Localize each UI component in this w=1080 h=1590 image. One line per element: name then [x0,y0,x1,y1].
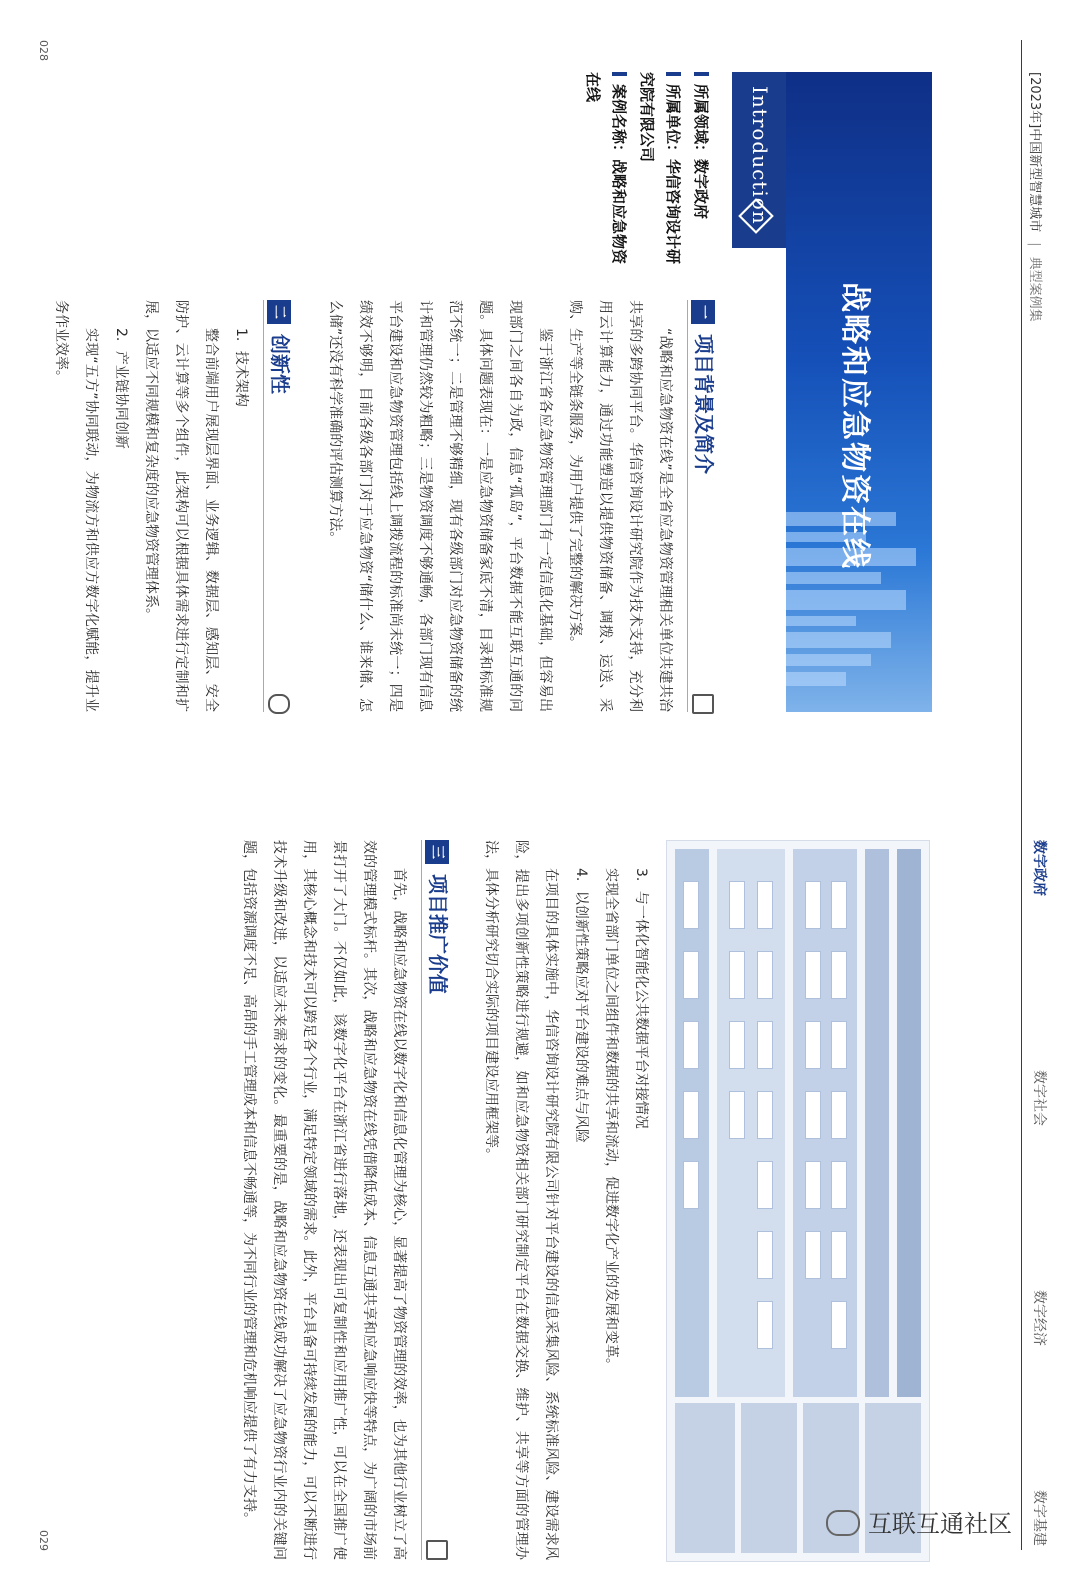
book-subtitle: 典型案例集 [1027,256,1042,322]
section-1-rule [687,300,688,712]
section-3-title: 三项目推广价值 [425,840,454,994]
lightbulb-icon [268,694,290,714]
document-icon [692,694,714,714]
section-1-title: 一项目背景及简介 [691,300,720,474]
meta-unit: 所属单位：华信咨询设计研 究院有限公司 [638,72,682,265]
section-1-body: “战略和应急物资在线”是全省应急物资管理相关单位共建共治共享的多跨协同平台。华信咨询设计研究院作为技术支持，充分利用云计算能力，通过功能塑造以提供物资储备、调拨、运送、采购、生产等全链条服务，为用户提供了完整的解决方案。 鉴于浙江省各应急物资管理部门有一定信息化基础，但容易出现部门之间各自为政，信息“孤岛”，平台数据不能互联互通的问题。具体问题表现在：一是应急物资储备家底不清，目录和标准规范不统一；二是管理不够精细，现有各级部门对应急物资储备的统计和管理仍然较为粗略；三是物资调度不够通畅，各部门现有信息平台建设和应急物资管理包括线上调拨流程的标准尚未统一；四是绩效不够明，目前各级各部门对于应急物资“储什么、谁来储、怎么储”还没有科学准确的评估测算方法。 [327,300,673,712]
section-2-title: 二创新性 [267,300,296,394]
diagram-lane [865,849,889,1397]
diagram-lane [897,849,921,1397]
category-digital-society: 数字社会 [1031,1070,1047,1126]
diagram-lane [793,849,857,1397]
watermark: 互联互通社区 [826,1504,1012,1539]
meta-case: 案例名称：战略和应急物资 在线 [584,72,628,265]
header-rule [1021,40,1022,1550]
section-3-rule [421,840,422,1560]
category-digital-economy: 数字经济 [1031,1290,1047,1346]
right-column-items: 3．与一体化智能化公共数据平台对接情况 实现全省部门单位之间组件和数据的共享和流动，促进数字化产业的发展和变革。 4．以创新性策略应对平台建设的难点与风险 在项目的具体实施中，华信咨询设计研究院有限公司针对平台建设的信息采集风险、系统标准风险、建设需求风险，提出多项创新性策略进行规避，如和应急物资相关部门研究制定平台在数据交换、维护、共享等方面的管理办法，具体分析研究切合实际的项目建设应用框架等。 [483,840,649,1560]
introduction-label: Introduction [748,86,772,225]
page-number-left: 028 [37,40,50,61]
meta-field: 所属领域：数字政府 [688,72,714,219]
diagram-lane [717,849,785,1397]
case-title: 战略和应急物资在线 [837,282,872,570]
architecture-diagram [666,840,930,1562]
chat-bubble-icon [826,1510,860,1536]
share-icon [426,1540,448,1560]
title-banner [786,72,932,712]
book-title: [2023年]中国新型智慧城市|典型案例集 [1027,72,1042,322]
diagram-side-block [741,1403,797,1553]
category-digital-government: 数字政府 [1031,840,1047,896]
section-2-body: 1．技术架构 整合前端用户展现层界面、业务逻辑、数据层、感知层、安全防护、云计算等多个组件，此架构可以根据具体需求进行定制和扩展，以适应不同规模和复杂度的应急物资管理体系。 2．产业链协同创新 实现“五方”协同联动，为物流方和供应方数字化赋能，提升业务作业效率。 [53,300,249,712]
section-2-rule [263,300,264,712]
category-digital-infrastructure: 数字基建 [1031,1490,1047,1546]
section-3-body: 首先，战略和应急物资在线以数字化和信息化管理为核心，显著提高了物资管理的效率，也为其他行业树立了高效的管理模式标杆。其次，战略和应急物资在线凭借降低成本、信息互通共享和应急响应快等特点，为广阔的市场前景打开了大门。不仅如此，该数字化平台在浙江省进行落地，还表现出可复制性和应用推广性，可以在全国推广使用，其核心概念和技术可以跨足各个行业，满足特定领域的需求。此外，平台具备可持续发展的能力，可以不断进行技术升级和改进，以适应未来需求的变化。最重要的是，战略和应急物资在线成功解决了应急物资行业内的关键问题，包括资源调度不足、高昂的手工管理成本和信息不畅通等，为不同行业的管理和危机响应提供了有力支持。 [241,840,407,1560]
diagram-side-block [675,1403,735,1553]
introduction-tab [732,72,786,248]
page-number-right: 029 [37,1530,50,1551]
